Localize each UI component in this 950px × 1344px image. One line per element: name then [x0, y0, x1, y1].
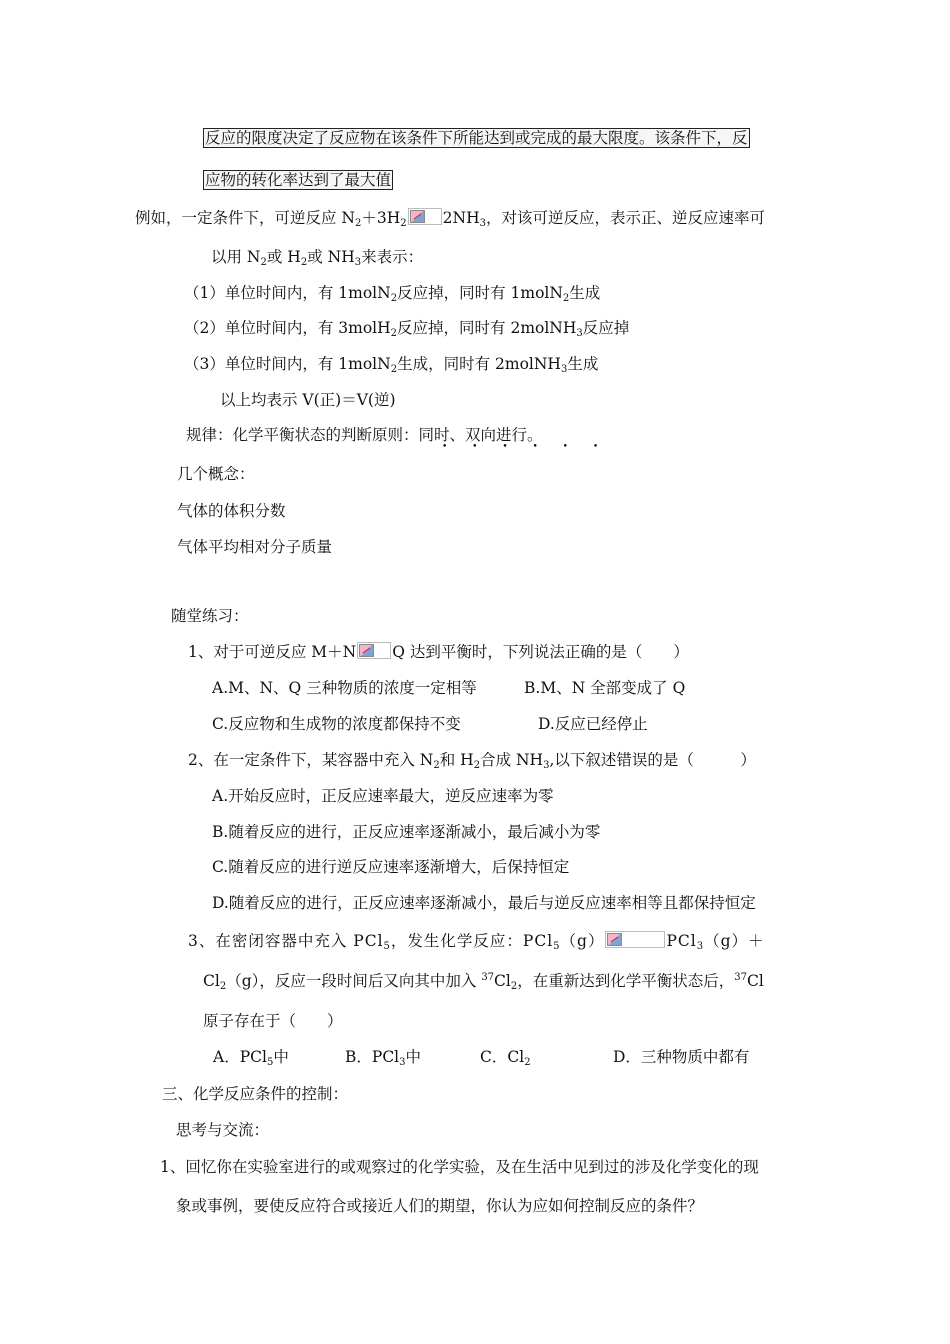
rule-line: 规律：化学平衡状态的判断原则：同时、双向进行。	[186, 426, 543, 444]
limit-text-2: 应物的转化率达到了最大值	[205, 171, 392, 189]
equilibrium-arrow-icon	[408, 208, 442, 225]
think-heading: 思考与交流：	[176, 1121, 270, 1139]
above-line: 以上均表示 V(正)＝V(逆)	[220, 391, 396, 409]
q1-option-d: D.反应已经停止	[538, 715, 648, 733]
q3-option-c: C．$Cl_2$	[480, 1048, 531, 1068]
question-3: 3、在密闭容器中充入 PCl$_5$，发生化学反应：PCl$_5$（g） PCl$_3$（g）＋	[188, 932, 765, 952]
q2-option-b: B.随着反应的进行，正反应速率逐渐减小，最后减小为零	[212, 823, 601, 841]
section-3-heading: 三、化学反应条件的控制：	[162, 1085, 349, 1103]
q2-option-c: C.随着反应的进行逆反应速率逐渐增大，后保持恒定	[212, 858, 570, 876]
question-3-line-2: $Cl_2(g)$，反应一段时间后又向其中加入 $^{37}Cl_2$，在重新达到化学平衡状态后，$^{37}$Cl	[203, 972, 764, 992]
concept-1: 气体的体积分数	[177, 502, 286, 520]
q1-option-c: C.反应物和生成物的浓度都保持不变	[212, 715, 461, 733]
q2-option-a: A.开始反应时，正反应速率最大，逆反应速率为零	[212, 787, 554, 805]
q2-option-d: D.随着反应的进行，正反应速率逐渐减小，最后与逆反应速率相等且都保持恒定	[212, 894, 756, 912]
question-1: 1、对于可逆反应 M＋N Q 达到平衡时，下列说法正确的是（ ）	[188, 643, 689, 661]
equilibrium-arrow-icon	[357, 642, 391, 659]
limit-text-1: 反应的限度决定了反应物在该条件下所能达到或完成的最大限度。该条件下，反	[205, 129, 748, 147]
paragraph-1-line-2: 象或事例，要使反应符合或接近人们的期望，你认为应如何控制反应的条件？	[176, 1197, 704, 1215]
q3-option-b: B．PCl$_3$中	[345, 1048, 422, 1068]
emphasis-dots: • • • • • •	[442, 442, 610, 452]
concept-2: 气体平均相对分子质量	[177, 538, 333, 556]
equilibrium-arrow-icon	[605, 931, 665, 948]
q3-option-a: A．PCl$_5$中	[213, 1048, 289, 1068]
practice-heading: 随堂练习：	[171, 607, 249, 625]
question-3-line-3: 原子存在于（ ）	[203, 1012, 343, 1030]
list-item-1: （1）单位时间内，有 1molN$_2$反应掉，同时有 1molN$_2$生成	[184, 284, 601, 304]
example-line: 例如，一定条件下，可逆反应 $N_2+3H_2$ $2NH_3$，对该可逆反应，表示正、逆反应速率可	[135, 209, 765, 229]
question-2: 2、在一定条件下，某容器中充入 $N_2$和 $H_2$合成 $NH_3$,以下叙述错误的是（ ）	[188, 751, 756, 771]
list-item-2: （2）单位时间内，有 3molH$_2$反应掉，同时有 2molNH$_3$反应掉	[184, 319, 630, 339]
limit-line-2	[203, 170, 393, 190]
q3-option-d: D．三种物质中都有	[613, 1048, 750, 1066]
concepts-heading: 几个概念：	[177, 465, 255, 483]
q1-option-b: B.M、N 全部变成了 Q	[524, 679, 686, 697]
q1-option-a: A.M、N、Q 三种物质的浓度一定相等	[212, 679, 477, 697]
emphasis-text: 同时、双向进行	[418, 426, 528, 444]
representation-line: 以用 $N_2$或 $H_2$或 $NH_3$来表示：	[211, 248, 424, 268]
limit-line-1	[203, 128, 750, 148]
paragraph-1-line-1: 1、回忆你在实验室进行的或观察过的化学实验，及在生活中见到过的涉及化学变化的现	[160, 1158, 759, 1176]
list-item-3: （3）单位时间内，有 1molN$_2$生成，同时有 2molNH$_3$生成	[184, 355, 599, 375]
